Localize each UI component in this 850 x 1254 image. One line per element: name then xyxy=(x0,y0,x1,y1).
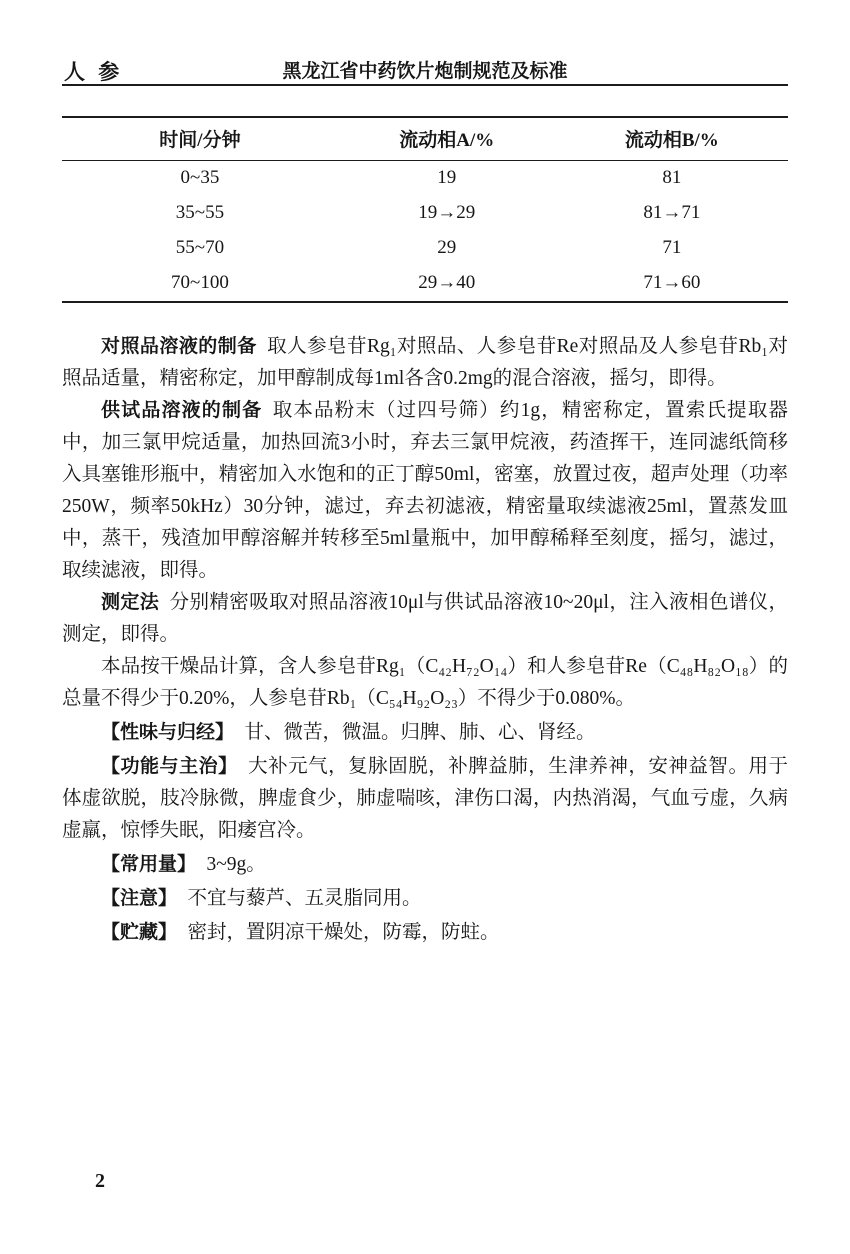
para-caution xyxy=(62,883,788,915)
para-text: 取人参皂苷Rg₁对照品、人参皂苷Re对照品及人参皂苷Rb₁对照品适量，精密称定，加甲醇制成每1ml各含0.2mg的混合溶液，摇匀，即得。 xyxy=(62,336,788,389)
table-header-mobile-phase-b: 流动相B/% xyxy=(556,117,788,161)
para-text: 取本品粉末（过四号筛）约1g，精密称定，置索氏提取器中，加三氯甲烷适量，加热回流3小时，弃去三氯甲烷液，药渣挥干，连同滤纸筒移入具塞锥形瓶中，精密加入水饱和的正丁醇50ml，密塞，放置过夜，超声处理（功率250W，频率50kHz）30分钟，滤过，弃去初滤液，精密量取续滤液25ml，置蒸发皿中，蒸干，残渣加甲醇溶解并转移至5ml量瓶中，加甲醇稀释至刻度，摇匀，滤过，取续滤液，即得。 xyxy=(62,400,788,581)
table-cell: 71 xyxy=(662,237,682,258)
table-cell: 19→29 xyxy=(418,202,476,223)
table-cell: 29 xyxy=(437,237,457,258)
para-test-solution xyxy=(62,395,788,587)
table-row xyxy=(62,196,788,231)
para-dosage xyxy=(62,849,788,881)
para-text: 不宜与藜芦、五灵脂同用。 xyxy=(187,888,422,909)
document-body xyxy=(62,331,788,949)
para-lead: 【功能与主治】 xyxy=(101,756,238,777)
document-title: 黑龙江省中药饮片炮制规范及标准 xyxy=(282,61,568,82)
table-row xyxy=(62,161,788,197)
table-row xyxy=(62,266,788,302)
table-cell: 71→60 xyxy=(643,272,701,293)
table-row xyxy=(62,231,788,266)
table-cell: 0~35 xyxy=(180,167,220,188)
hplc-gradient-table xyxy=(62,116,788,303)
para-text: 密封，置阴凉干燥处，防霉，防蛀。 xyxy=(187,922,500,943)
page-number: 2 xyxy=(95,1170,105,1192)
para-lead: 【常用量】 xyxy=(101,854,197,875)
para-text: 甘、微苦，微温。归脾、肺、心、肾经。 xyxy=(244,722,596,743)
para-lead: 对照品溶液的制备 xyxy=(101,336,257,357)
table-header-row xyxy=(62,117,788,161)
table-cell: 81 xyxy=(662,167,682,188)
table-cell: 55~70 xyxy=(175,237,225,258)
drug-name-title: 人 参 xyxy=(64,60,124,84)
para-storage xyxy=(62,917,788,949)
para-function-indication xyxy=(62,751,788,847)
para-text: 分别精密吸取对照品溶液10μl与供试品溶液10~20μl，注入液相色谱仪，测定，即得。 xyxy=(62,592,788,645)
table-header-mobile-phase-a: 流动相A/% xyxy=(338,117,556,161)
para-content-limit xyxy=(62,651,788,715)
para-text: 3~9g。 xyxy=(206,854,266,875)
table-cell: 35~55 xyxy=(175,202,225,223)
table-cell: 29→40 xyxy=(418,272,476,293)
para-text: 大补元气，复脉固脱，补脾益肺，生津养神，安神益智。用于体虚欲脱，肢冷脉微，脾虚食少，肺虚喘咳，津伤口渴，内热消渴，气血亏虚，久病虚羸，惊悸失眠，阳痿宫冷。 xyxy=(62,756,788,841)
para-lead: 【贮藏】 xyxy=(101,922,178,943)
para-assay-method xyxy=(62,587,788,651)
para-reference-solution xyxy=(62,331,788,395)
para-lead: 【性味与归经】 xyxy=(101,722,235,743)
table-cell: 19 xyxy=(437,167,457,188)
table-cell: 81→71 xyxy=(643,202,701,223)
page-header xyxy=(62,56,788,86)
para-lead: 供试品溶液的制备 xyxy=(101,400,263,421)
para-lead: 【注意】 xyxy=(101,888,178,909)
para-property-meridian xyxy=(62,717,788,749)
table-cell: 70~100 xyxy=(171,272,229,293)
para-text: 本品按干燥品计算，含人参皂苷Rg₁（C₄₂H₇₂O₁₄）和人参皂苷Re（C₄₈H₈₂O₁₈）的总量不得少于0.20%，人参皂苷Rb₁（C₅₄H₉₂O₂₃）不得少于0.080%。 xyxy=(62,656,788,709)
table-header-time: 时间/分钟 xyxy=(62,117,338,161)
para-lead: 测定法 xyxy=(101,592,160,613)
